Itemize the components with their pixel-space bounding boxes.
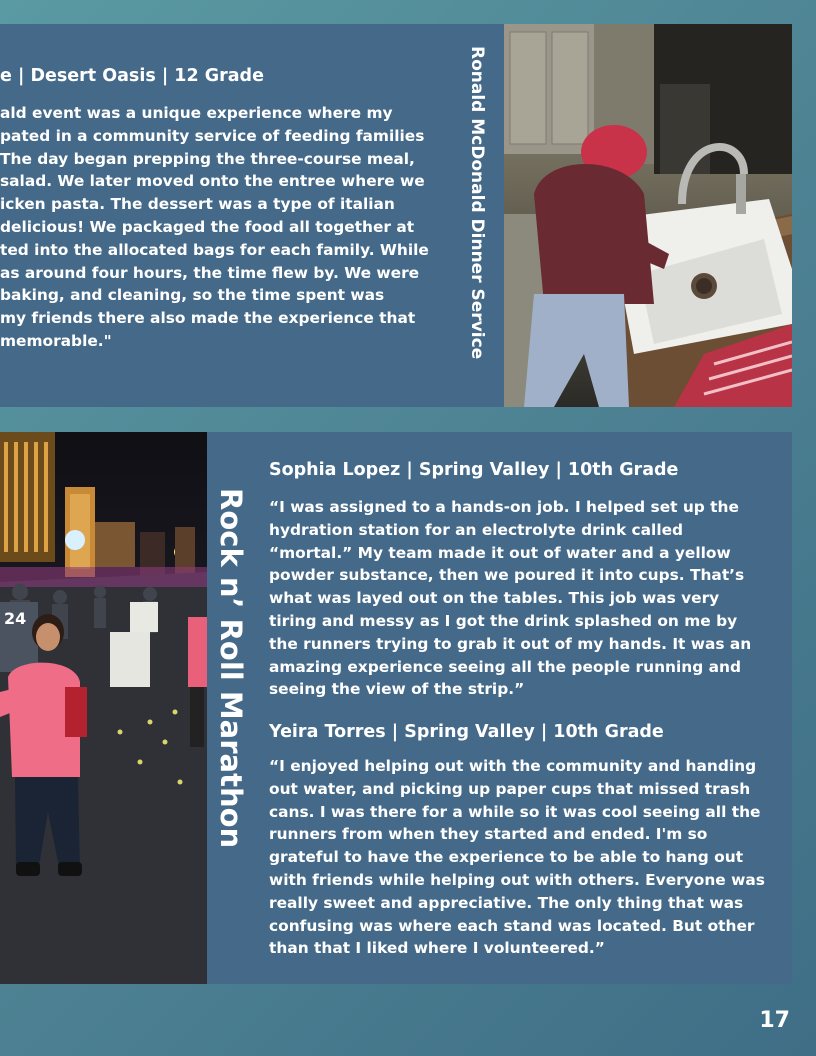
quote-line: what was layed out on the tables. This job was very [269,589,720,608]
quote-line: “I enjoyed helping out with the community and handing [269,757,757,775]
marathon-title: Rock n’ Roll Marathon [214,488,248,849]
quote-line: icken pasta. The dessert was a type of italian [0,195,395,214]
quote-line: really sweet and appreciative. The only thing that was [269,893,744,912]
quote-line: The day began prepping the three-course meal, [0,149,415,168]
marathon-photo-illustration [0,432,207,984]
student-credit-2: Sophia Lopez | Spring Valley | 10th Grade [269,460,679,480]
quote-line: tiring and messy as I got the drink splashed on me by [269,611,738,630]
quote-line: baking, and cleaning, so the time spent was [0,286,385,305]
quote-line: salad. We later moved onto the entree where we [0,172,425,191]
page-number: 17 [759,1008,790,1033]
quote-line: cans. I was there for a while so it was cool seeing all the [269,802,761,821]
quote-line: memorable." [0,331,112,350]
kitchen-photo-illustration [504,24,792,407]
kitchen-volunteer-photo [504,24,792,407]
quote-line: ald event was a unique experience where my [0,104,393,122]
ronald-mcdonald-title: Ronald McDonald Dinner Service [467,46,487,360]
quote-line: “I was assigned to a hands-on job. I helped set up the [269,498,739,516]
quote-line: the runners trying to grab it out of my hands. It was an [269,634,752,653]
student-quote-1 [0,102,429,353]
student-credit-3: Yeira Torres | Spring Valley | 10th Grade [269,722,664,742]
quote-line: my friends there also made the experience that [0,309,416,328]
student-quote-2 [269,496,751,701]
quote-line: amazing experience seeing all the people running and [269,657,741,676]
quote-line: out water, and picking up paper cups that missed trash [269,779,751,798]
quote-line: “mortal.” My team made it out of water and a yellow [269,543,731,562]
quote-line: seeing the view of the strip.” [269,680,525,699]
quote-line: ted into the allocated bags for each family. While [0,240,429,259]
svg-text:24: 24 [4,609,27,628]
quote-line: powder substance, then we poured it into cups. That’s [269,566,745,585]
marathon-volunteer-photo [0,432,207,984]
quote-line: confusing was where each stand was located. But other [269,916,755,935]
quote-line: hydration station for an electrolyte drink called [269,520,684,539]
student-quote-3 [269,755,765,960]
quote-line: grateful to have the experience to be able to hang out [269,848,744,867]
quote-line: than that I liked where I volunteered.” [269,939,605,958]
student-credit-1: e | Desert Oasis | 12 Grade [0,66,264,86]
quote-line: pated in a community service of feeding families [0,126,425,145]
quote-line: delicious! We packaged the food all together at [0,217,415,236]
quote-line: runners from when they started and ended. I'm so [269,825,708,844]
quote-line: as around four hours, the time flew by. We were [0,263,420,282]
quote-line: with friends while helping out with others. Everyone was [269,870,765,889]
